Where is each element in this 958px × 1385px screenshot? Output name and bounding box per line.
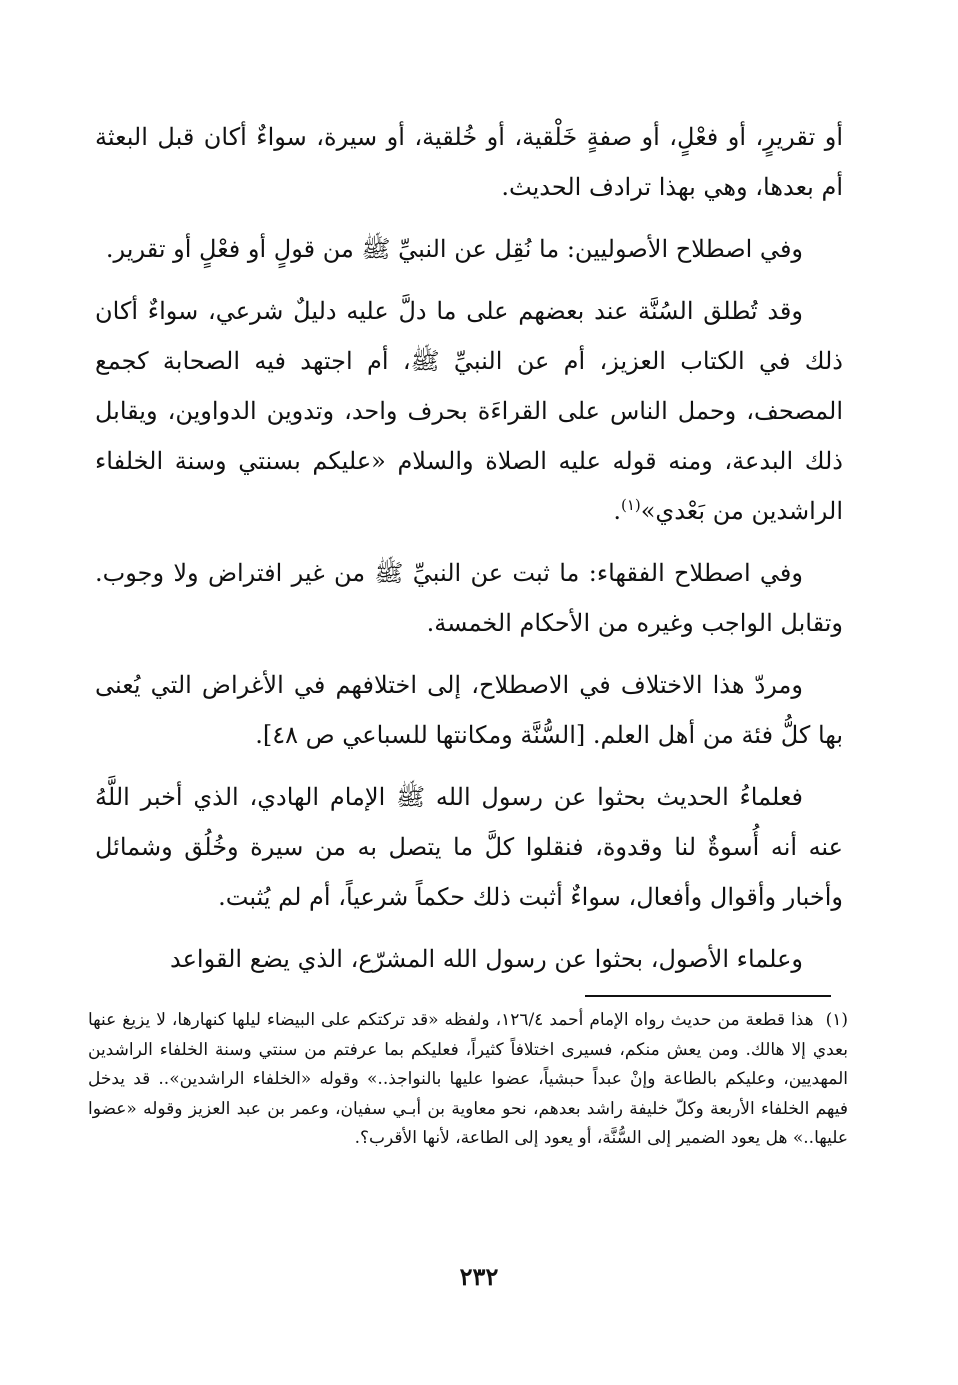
page-number: ٢٣٢ — [459, 1262, 499, 1291]
paragraph-6: فعلماءُ الحديث بحثوا عن رسول الله ﷺ الإمام الهادي، الذي أخبر اللَّهُ عنه أنه أُسوةٌ لنا وقدوة، فنقلوا كلَّ ما يتصل به من سيرة وخُلُق وشمائل وأخبار وأقوال وأفعال، سواءٌ أثبت ذلك حكماً شرعياً، أم لم يُثبت. — [95, 783, 843, 911]
paragraph-3 — [95, 286, 843, 536]
paragraph-5: ومردّ هذا الاختلاف في الاصطلاح، إلى اختلافهم في الأغراض التي يُعنى بها كلُّ فئة من أهل العلم. [السُّنَّة ومكانتها للسباعي ص ٤٨]. — [95, 671, 843, 749]
paragraph-4: وفي اصطلاح الفقهاء: ما ثبت عن النبيِّ ﷺ من غير افتراض ولا وجوب. وتقابل الواجب وغيره من الأحكام الخمسة. — [95, 559, 843, 637]
paragraph-7: وعلماء الأصول، بحثوا عن رسول الله المشرّع، الذي يضع القواعد — [169, 945, 803, 973]
footnote-marker: (١) — [825, 1010, 848, 1030]
paragraph-3-end: . — [613, 497, 621, 525]
footnote-reference[interactable]: (١) — [620, 496, 641, 514]
main-text — [95, 112, 843, 996]
footnote-separator — [585, 995, 831, 997]
paragraph-3-text: وقد تُطلق السُنَّة عند بعضهم على ما دلَّ عليه دليلٌ شرعي، سواءٌ أكان ذلك في الكتاب العزيز، أم عن النبيِّ ﷺ، أم اجتهد فيه الصحابة كجمع المصحف، وحمل الناس على القراءَة بحرف واحد، وتدوين الدواوين، ويقابل ذلك البدعة، ومنه قوله عليه الصلاة والسلام «عليكم بسنتي وسنة الخلفاء الراشدين من بَعْدي» — [95, 297, 843, 525]
paragraph-2: وفي اصطلاح الأصوليين: ما نُقِل عن النبيِّ ﷺ من قولٍ أو فعْلٍ أو تقرير. — [105, 235, 803, 263]
footnote-text: هذا قطعة من حديث رواه الإمام أحمد ١٢٦/٤، ولفظه «قد تركتكم على البيضاء ليلها كنهارها، لا يزيغ عنها بعدي إلا هالك. ومن يعش منكم، فسيرى اختلافاً كثيراً، فعليكم بما عرفتم من سنتي وسنة الخلفاء الراشدين المهديين، وعليكم بالطاعة وإنْ عبداً حبشياً، عضوا عليها بالنواجذ..» وقوله «الخلفاء الراشدين».. قد يدخل فيهم الخلفاء الأربعة وكلّ خليفة راشد بعدهم، نحو معاوية بن أبـي سفيان، وعمر بن عبد العزيز وقوله «عضوا عليها..» هل يعود الضمير إلى السُّنَّة، أو يعود إلى الطاعة، لأنها الأقرب؟. — [88, 1010, 848, 1148]
paragraph-1: أو تقريرٍ، أو فعْلٍ، أو صفةٍ خَلْقية، أو خُلقية، أو سيرة، سواءٌ أكان قبل البعثة أم بعدها، وهي بهذا ترادف الحديث. — [95, 123, 843, 201]
footnote — [88, 1006, 848, 1154]
